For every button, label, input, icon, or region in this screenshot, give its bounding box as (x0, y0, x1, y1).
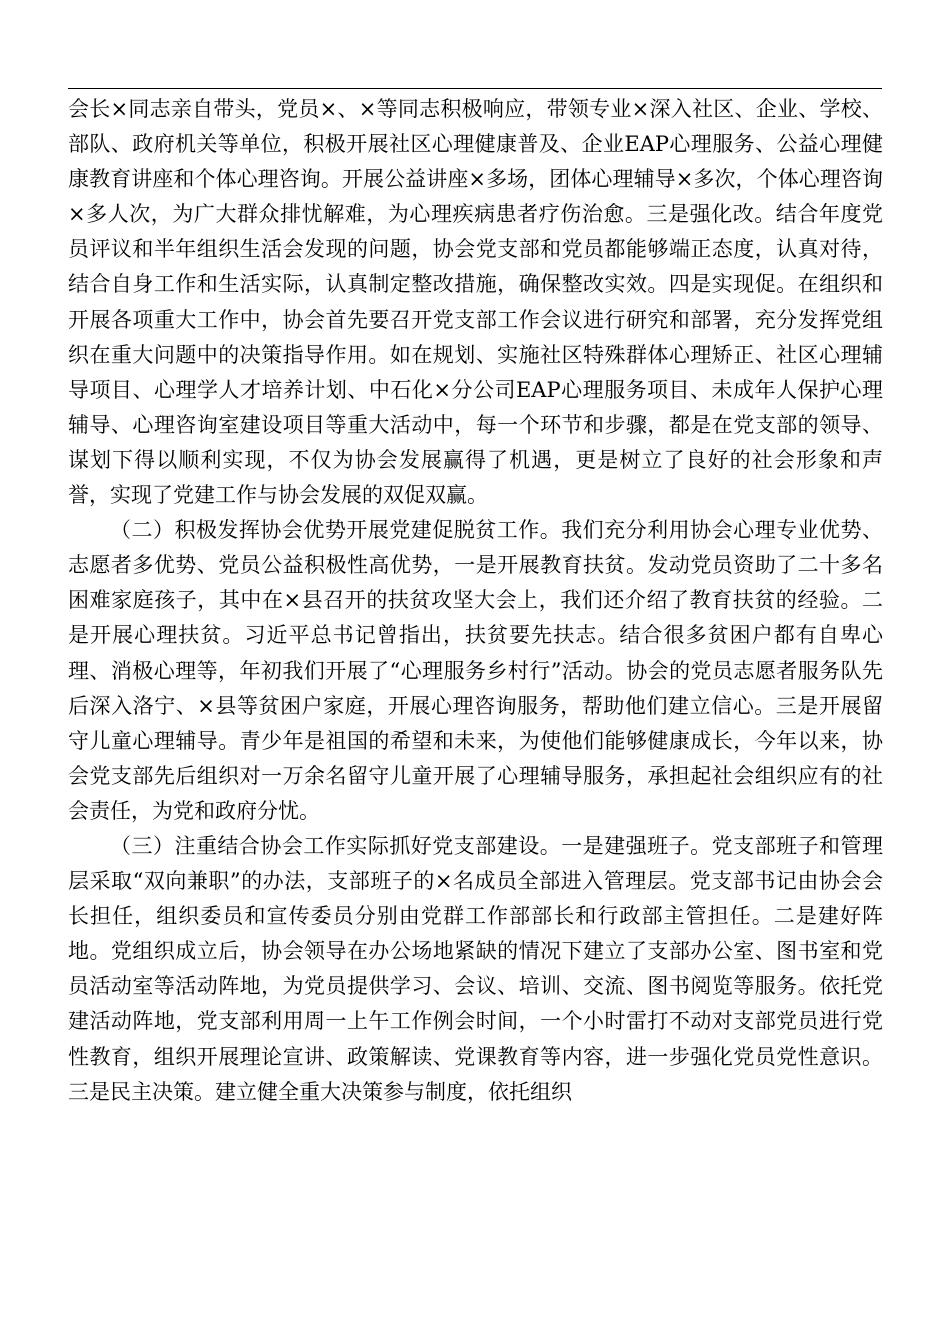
paragraph-poverty-alleviation: （二）积极发挥协会优势开展党建促脱贫工作。我们充分利用协会心理专业优势、志愿者多优势、党员公益积极性高优势，一是开展教育扶贫。发动党员资助了二十多名困难家庭孩子，其中在×县召开的扶贫攻坚大会上，我们还介绍了教育扶贫的经验。二是开展心理扶贫。习近平总书记曾指出，扶贫要先扶志。结合很多贫困户都有自卑心理、消极心理等，年初我们开展了“心理服务乡村行”活动。协会的党员志愿者服务队先后深入洛宁、×县等贫困户家庭，开展心理咨询服务，帮助他们建立信心。三是开展留守儿童心理辅导。青少年是祖国的希望和未来，为使他们能够健康成长，今年以来，协会党支部先后组织对一万余名留守儿童开展了心理辅导服务，承担起社会组织应有的社会责任，为党和政府分忧。 (68, 518, 883, 823)
header-rule (68, 88, 882, 89)
paragraph-branch-building: （三）注重结合协会工作实际抓好党支部建设。一是建强班子。党支部班子和管理层采取“双向兼职”的办法，支部班子的×名成员全部进入管理层。党支部书记由协会会长担任，组织委员和宣传委员分别由党群工作部部长和行政部主管担任。二是建好阵地。党组织成立后，协会领导在办公场地紧缺的情况下建立了支部办公室、图书室和党员活动室等活动阵地，为党员提供学习、会议、培训、交流、图书阅览等服务。依托党建活动阵地，党支部利用周一上午工作例会时间，一个小时雷打不动对支部党员进行党性教育，组织开展理论宣讲、政策解读、党课教育等内容，进一步强化党员党性意识。三是民主决策。建立健全重大决策参与制度，依托组织 (68, 833, 883, 1104)
document-body (68, 92, 883, 1110)
paragraph-continuation: 会长×同志亲自带头，党员×、×等同志积极响应，带领专业×深入社区、企业、学校、部队、政府机关等单位，积极开展社区心理健康普及、企业EAP心理服务、公益心理健康教育讲座和个体心理咨询。开展公益讲座×多场，团体心理辅导×多次，个体心理咨询×多人次，为广大群众排忧解难，为心理疾病患者疗伤治愈。三是强化改。结合年度党员评议和半年组织生活会发现的问题，协会党支部和党员都能够端正态度，认真对待，结合自身工作和生活实际，认真制定整改措施，确保整改实效。四是实现促。在组织和开展各项重大工作中，协会首先要召开党支部工作会议进行研究和部署，充分发挥党组织在重大问题中的决策指导作用。如在规划、实施社区特殊群体心理矫正、社区心理辅导项目、心理学人才培养计划、中石化×分公司EAP心理服务项目、未成年人保护心理辅导、心理咨询室建设项目等重大活动中，每一个环节和步骤，都是在党支部的领导、谋划下得以顺利实现，不仅为协会发展赢得了机遇，更是树立了良好的社会形象和声誉，实现了党建工作与协会发展的双促双赢。 (68, 97, 883, 508)
